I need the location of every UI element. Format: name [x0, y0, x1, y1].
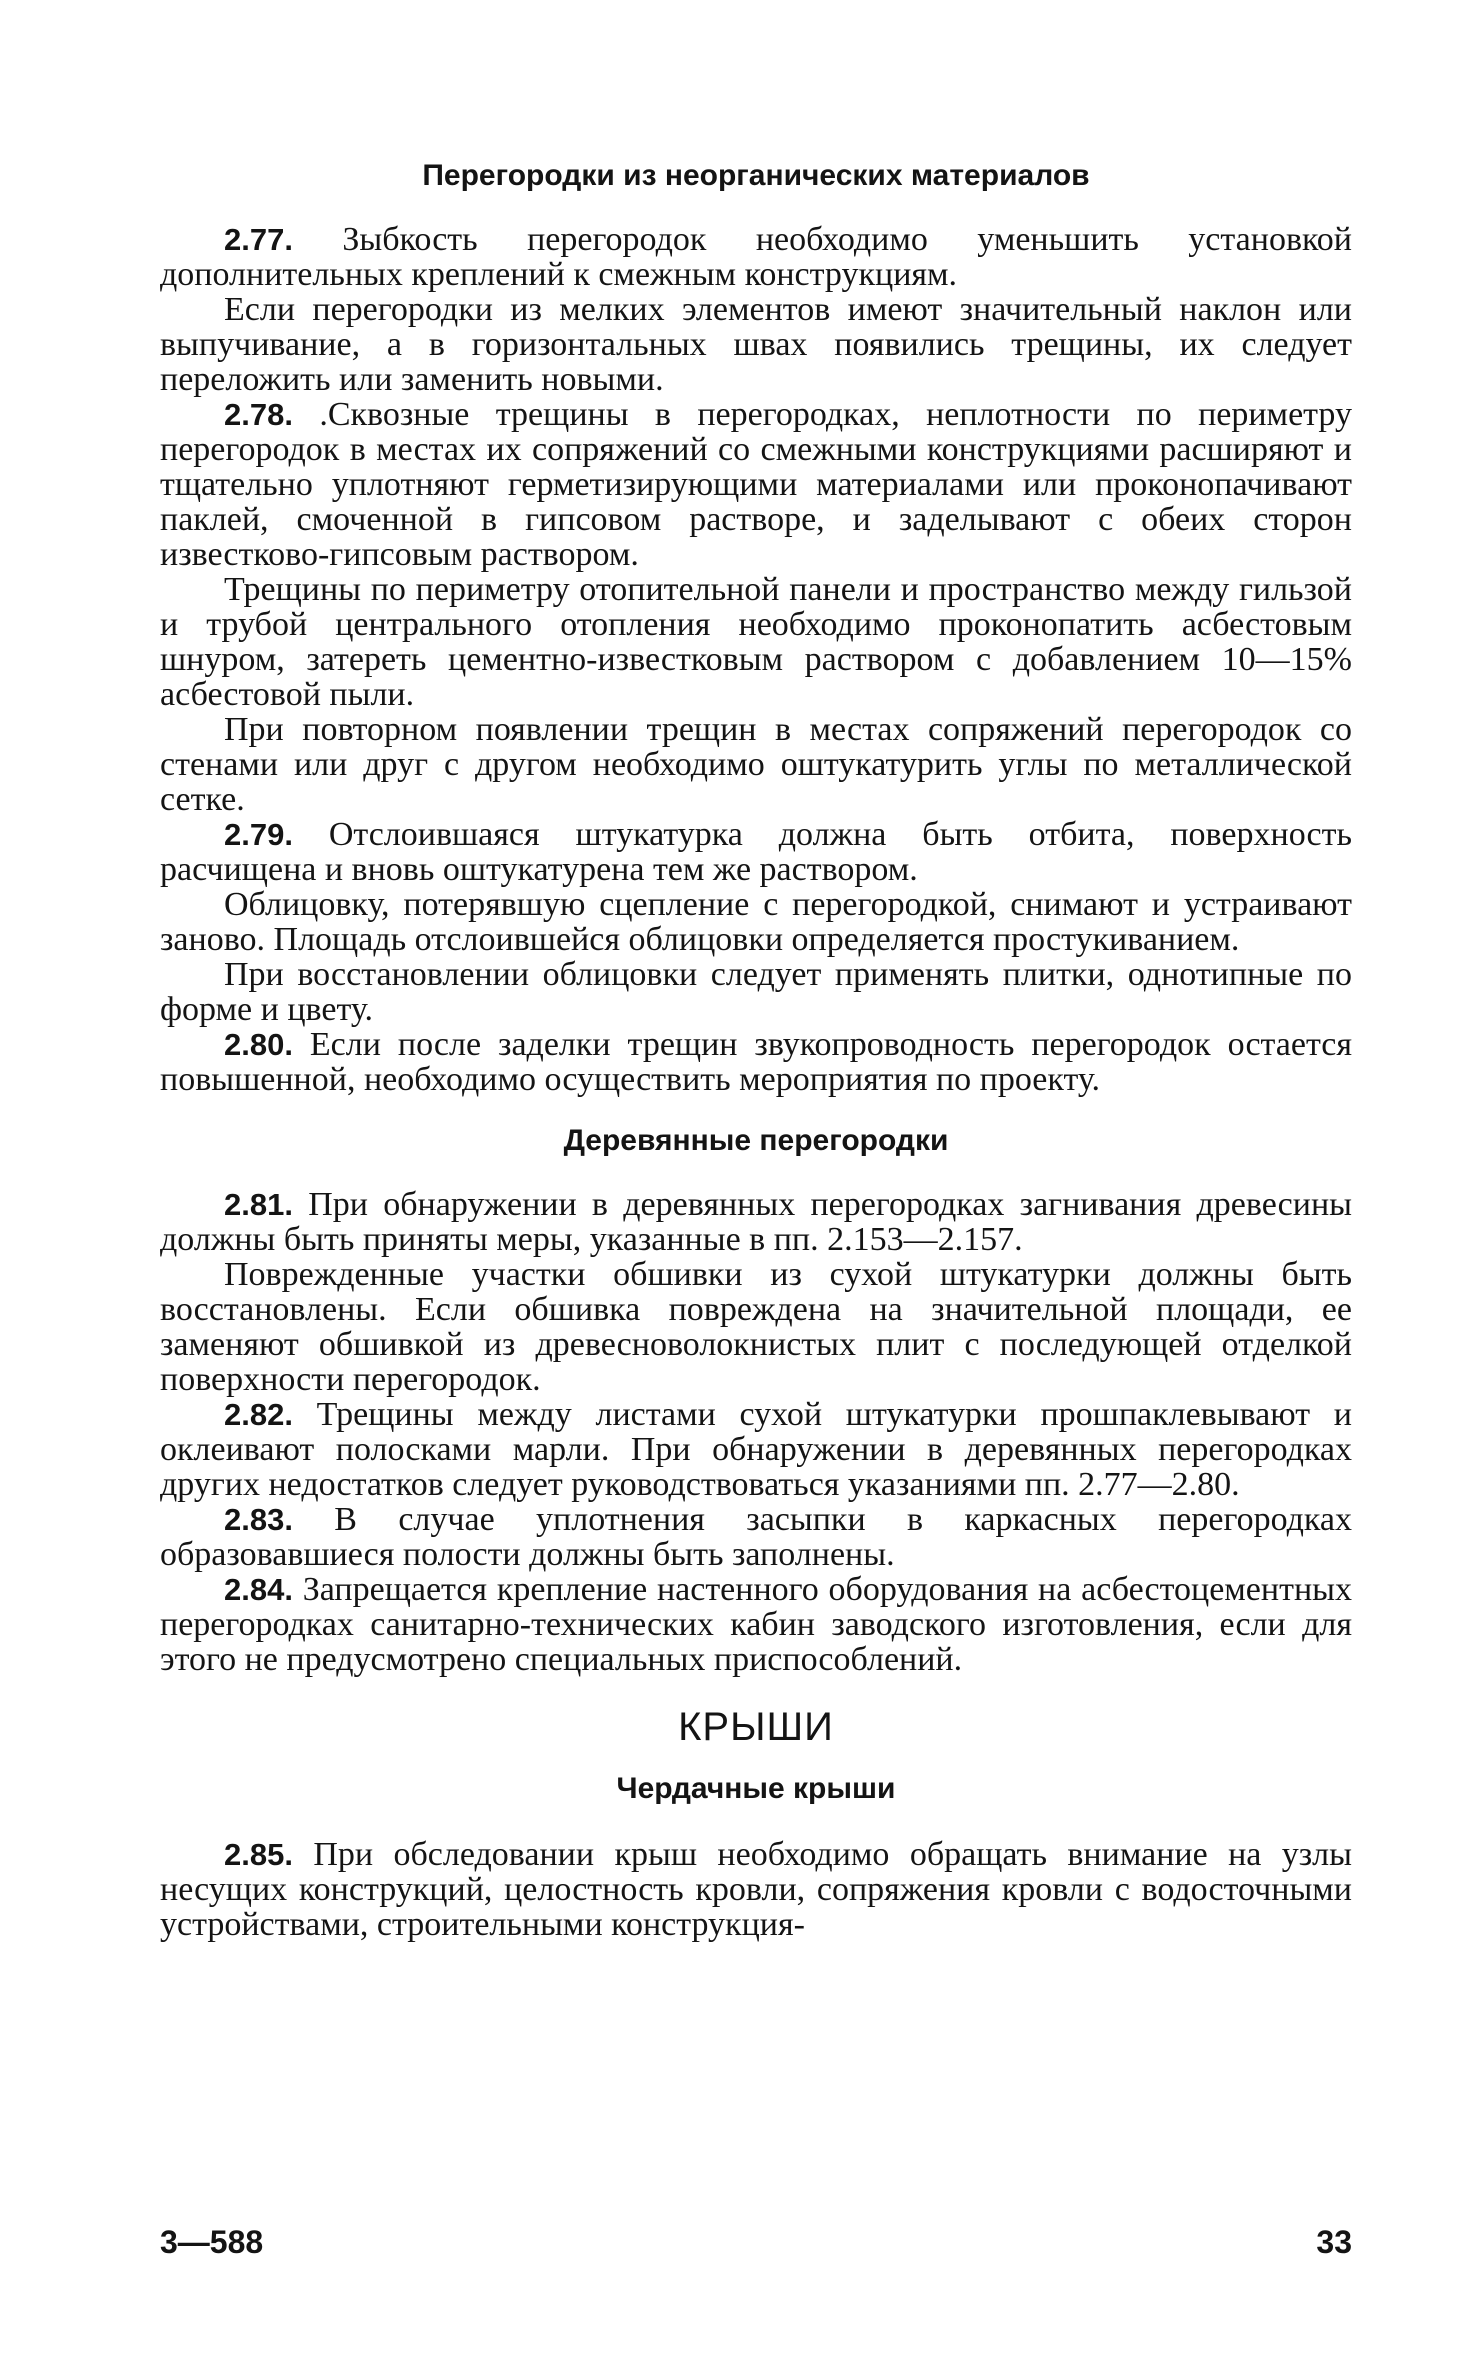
paragraph-2-82: [160, 1397, 1352, 1502]
paragraph-2-81: [160, 1187, 1352, 1257]
section-title-roofs: КРЫШИ: [678, 1705, 834, 1749]
paragraph-2-77: [160, 222, 1352, 292]
clause-text: Зыбкость перегородок необходимо уменьшить установкой дополнительных креплений к смежным конструкциям.: [160, 221, 1352, 293]
clause-text: Запрещается крепление настенного оборудования на асбестоцементных перегородках санитарно-технических кабин заводского изготовления, если для этого не предусмотрено специальных приспособлений.: [160, 1571, 1352, 1678]
clause-text: При обнаружении в деревянных перегородках загнивания древесины должны быть приняты меры, указанные в пп. 2.153—2.157.: [160, 1186, 1352, 1258]
clause-text: Трещины между листами сухой штукатурки прошпаклевывают и оклеивают полосками марли. При обнаружении в деревянных перегородках других недостатков следует руководствоваться указаниями пп. 2.77—2.80.: [160, 1396, 1352, 1503]
paragraph-2-85: [160, 1837, 1352, 1942]
clause-text: Если после заделки трещин звукопроводность перегородок остается повышенной, необходимо осуществить мероприятия по проекту.: [160, 1026, 1352, 1098]
clause-number: 2.84.: [224, 1572, 293, 1607]
page-footer: [160, 2224, 1352, 2274]
paragraph-2-78-cont-2: При повторном появлении трещин в местах сопряжений перегородок со стенами или друг с другом необходимо оштукатурить углы по металлической сетке.: [160, 711, 1352, 818]
paragraph-2-77-cont: Если перегородки из мелких элементов имеют значительный наклон или выпучивание, а в горизонтальных швах появились трещины, их следует переложить или заменить новыми.: [160, 291, 1352, 398]
paragraph-2-79: [160, 817, 1352, 887]
clause-number: 2.83.: [224, 1502, 293, 1537]
clause-number: 2.85.: [224, 1837, 293, 1872]
paragraph-2-79-cont-2: При восстановлении облицовки следует применять плитки, однотипные по форме и цвету.: [160, 956, 1352, 1028]
printer-signature: 3—588: [160, 2224, 264, 2260]
clause-number: 2.79.: [224, 817, 293, 852]
clause-number: 2.77.: [224, 222, 293, 257]
paragraph-2-78: [160, 397, 1352, 572]
heading-wooden-partitions: Деревянные перегородки: [563, 1124, 949, 1157]
paragraph-2-83: [160, 1502, 1352, 1572]
page-content: [160, 150, 1352, 1942]
paragraph-2-79-cont-1: Облицовку, потерявшую сцепление с перегородкой, снимают и устраивают заново. Площадь отслоившейся облицовки определяется простукиванием.: [160, 886, 1352, 958]
clause-text: .Сквозные трещины в перегородках, неплотности по периметру перегородок в местах их сопряжений со смежными конструкциями расширяют и тщательно уплотняют герметизирующими материалами или проконопачивают паклей, смоченной в гипсовом растворе, и заделывают с обеих сторон известково-гипсовым раствором.: [160, 396, 1352, 573]
clause-number: 2.82.: [224, 1397, 293, 1432]
heading-attic-roofs: Чердачные крыши: [616, 1772, 896, 1805]
paragraph-2-80: [160, 1027, 1352, 1097]
clause-text: Отслоившаяся штукатурка должна быть отбита, поверхность расчищена и вновь оштукатурена тем же раствором.: [160, 816, 1352, 888]
paragraph-2-78-cont-1: Трещины по периметру отопительной панели и пространство между гильзой и трубой центрального отопления необходимо проконопатить асбестовым шнуром, затереть цементно-известковым раствором с добавлением 10—15% асбестовой пыли.: [160, 571, 1352, 713]
clause-text: При обследовании крыш необходимо обращать внимание на узлы несущих конструкций, целостность кровли, сопряжения кровли с водосточными устройствами, строительными конструкция-: [160, 1836, 1352, 1943]
clause-number: 2.78.: [224, 397, 293, 432]
clause-number: 2.81.: [224, 1187, 293, 1222]
paragraph-2-81-cont: Поврежденные участки обшивки из сухой штукатурки должны быть восстановлены. Если обшивка повреждена на значительной площади, ее заменяют обшивкой из древесноволокнистых плит с последующей отделкой поверхности перегородок.: [160, 1256, 1352, 1398]
paragraph-2-84: [160, 1572, 1352, 1677]
clause-text: В случае уплотнения засыпки в каркасных перегородках образовавшиеся полости должны быть заполнены.: [160, 1501, 1352, 1573]
clause-number: 2.80.: [224, 1027, 293, 1062]
heading-inorganic-partitions: Перегородки из неорганических материалов: [422, 159, 1090, 192]
page-number: 33: [1316, 2224, 1352, 2260]
